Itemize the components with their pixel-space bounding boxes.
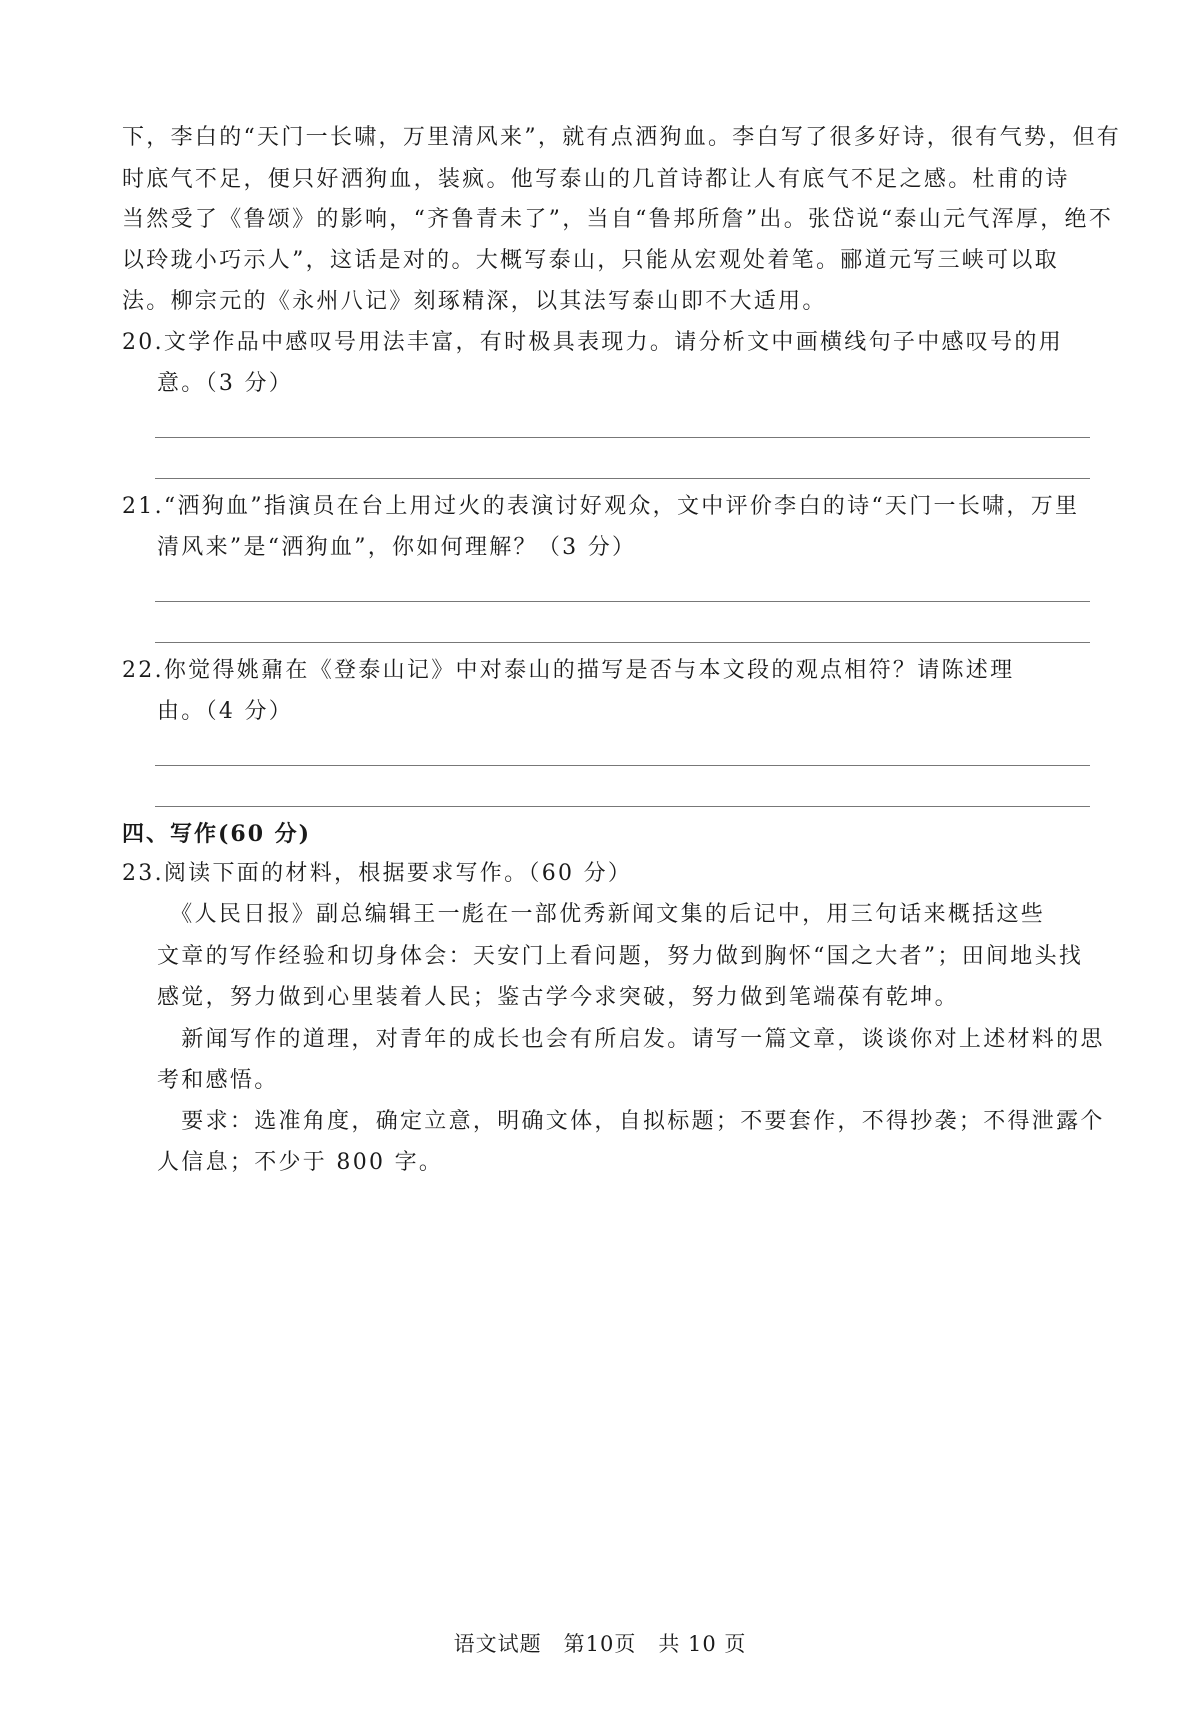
footer-page-number: 第10页 <box>563 1632 637 1656</box>
question-text: 23.阅读下面的材料，根据要求写作。（60 分） <box>122 861 633 886</box>
question-text: 清风来”是“洒狗血”，你如何理解？（3 分） <box>157 535 637 560</box>
passage-line: 时底气不足，便只好洒狗血，装疯。他写泰山的几首诗都让人有底气不足之感。杜甫的诗 <box>122 167 1070 192</box>
passage-line: 法。柳宗元的《永州八记》刻琢精深，以其法写泰山即不大适用。 <box>122 289 827 314</box>
question-text: 22.你觉得姚鼐在《登泰山记》中对泰山的描写是否与本文段的观点相符？请陈述理 <box>122 658 1015 683</box>
material-line: 文章的写作经验和切身体会：天安门上看问题，努力做到胸怀“国之大者”；田间地头找 <box>157 944 1084 969</box>
answer-line[interactable] <box>155 437 1090 438</box>
answer-line[interactable] <box>155 806 1090 807</box>
passage-line: 当然受了《鲁颂》的影响，“齐鲁青未了”，当自“鲁邦所詹”出。张岱说“泰山元气浑厚，绝不 <box>122 207 1114 232</box>
answer-line[interactable] <box>155 765 1090 766</box>
material-line: 《人民日报》副总编辑王一彪在一部优秀新闻文集的后记中，用三句话来概括这些 <box>157 902 1046 927</box>
question-text: 20.文学作品中感叹号用法丰富，有时极具表现力。请分析文中画横线句子中感叹号的用 <box>122 330 1063 355</box>
answer-line[interactable] <box>155 601 1090 602</box>
passage-line: 以玲珑小巧示人”，这话是对的。大概写泰山，只能从宏观处着笔。郦道元写三峡可以取 <box>122 248 1059 273</box>
footer-page-total: 共 10 页 <box>658 1632 747 1656</box>
section-title: 四、写作(60 分) <box>122 821 312 847</box>
page-footer <box>0 1629 1200 1659</box>
material-line: 新闻写作的道理，对青年的成长也会有所启发。请写一篇文章，谈谈你对上述材料的思 <box>157 1027 1105 1052</box>
material-line: 人信息；不少于 800 字。 <box>157 1150 444 1175</box>
material-line: 考和感悟。 <box>157 1068 279 1093</box>
question-text: 21.“洒狗血”指演员在台上用过火的表演讨好观众，文中评价李白的诗“天门一长啸，万里 <box>122 494 1080 519</box>
passage-line: 下，李白的“天门一长啸，万里清风来”，就有点洒狗血。李白写了很多好诗，很有气势，但有 <box>122 125 1122 150</box>
question-text: 意。（3 分） <box>157 371 294 396</box>
material-line: 感觉，努力做到心里装着人民；鉴古学今求突破，努力做到笔端葆有乾坤。 <box>157 985 959 1010</box>
question-text: 由。（4 分） <box>157 699 294 724</box>
material-line: 要求：选准角度，确定立意，明确文体，自拟标题；不要套作，不得抄袭；不得泄露个 <box>157 1109 1105 1134</box>
answer-line[interactable] <box>155 478 1090 479</box>
footer-subject: 语文试题 <box>453 1632 542 1656</box>
answer-line[interactable] <box>155 642 1090 643</box>
